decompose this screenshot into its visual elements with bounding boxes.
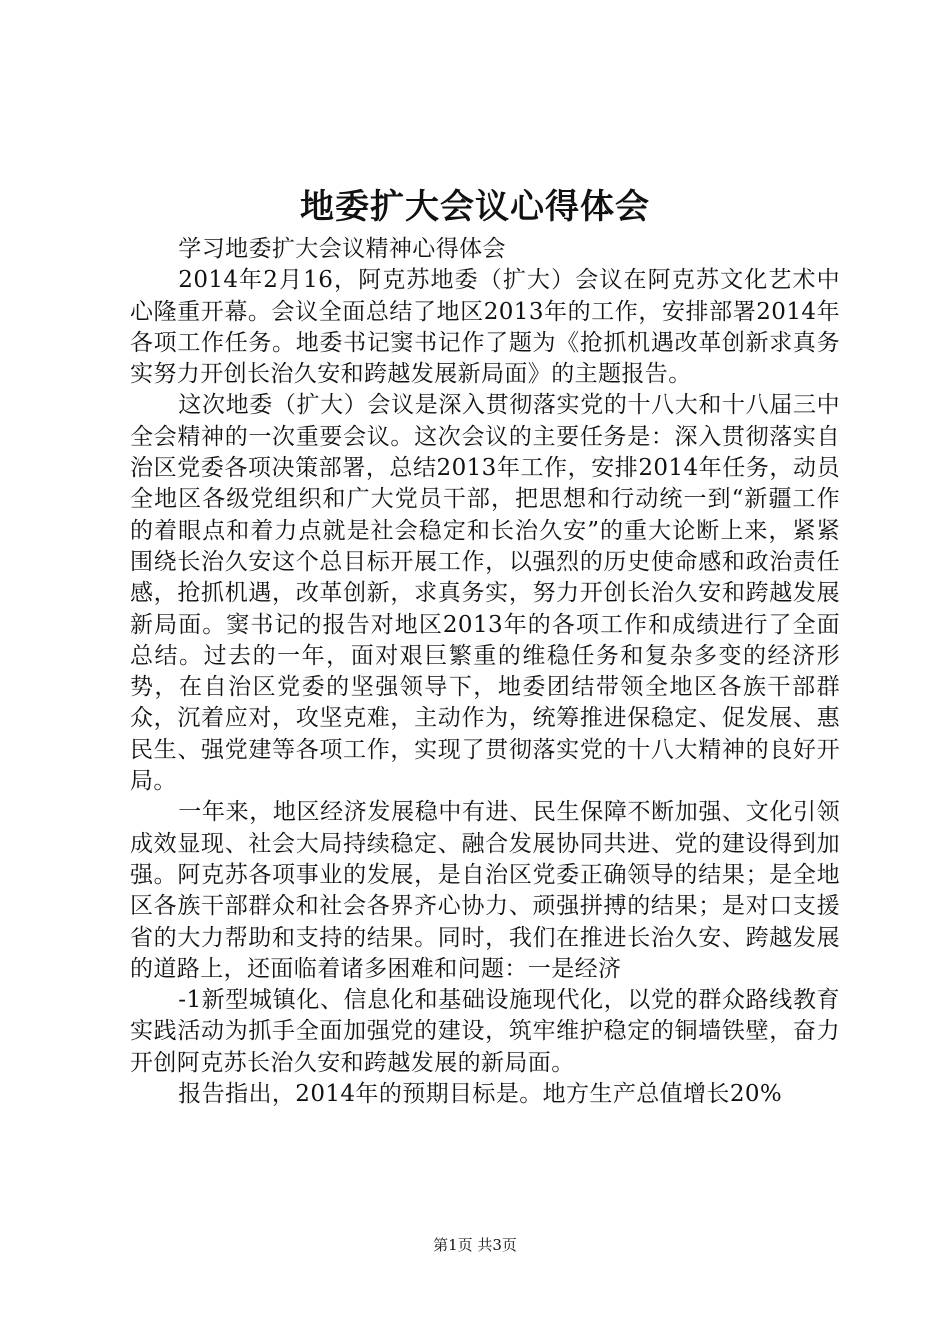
- paragraph-4: -1新型城镇化、信息化和基础设施现代化，以党的群众路线教育实践活动为抓手全面加强党的建设，筑牢维护稳定的铜墙铁壁，奋力开创阿克苏长治久安和跨越发展的新局面。: [130, 987, 840, 1076]
- paragraph-1: 2014年2月16，阿克苏地委（扩大）会议在阿克苏文化艺术中心隆重开幕。会议全面总结了地区2013年的工作，安排部署2014年各项工作任务。地委书记窦书记作了题为《抢抓机遇改革创新求真务实努力开创长治久安和跨越发展新局面》的主题报告。: [130, 267, 840, 388]
- document-title: 地委扩大会议心得体会: [300, 187, 650, 227]
- paragraph-5: 报告指出，2014年的预期目标是。地方生产总值增长20%: [178, 1081, 783, 1108]
- page-footer: 第1页 共3页: [433, 1236, 517, 1254]
- document-body: [130, 234, 840, 1110]
- document-subtitle: 学习地委扩大会议精神心得体会: [178, 236, 506, 262]
- paragraph-3: 一年来，地区经济发展稳中有进、民生保障不断加强、文化引领成效显现、社会大局持续稳定、融合发展协同共进、党的建设得到加强。阿克苏各项事业的发展，是自治区党委正确领导的结果；是全地区各族干部群众和社会各界齐心协力、顽强拼搏的结果；是对口支援省的大力帮助和支持的结果。同时，我们在推进长治久安、跨越发展的道路上，还面临着诸多困难和问题：一是经济: [130, 799, 840, 982]
- paragraph-2: 这次地委（扩大）会议是深入贯彻落实党的十八大和十八届三中全会精神的一次重要会议。这次会议的主要任务是：深入贯彻落实自治区党委各项决策部署，总结2013年工作，安排2014年任务，动员全地区各级党组织和广大党员干部，把思想和行动统一到“新疆工作的着眼点和着力点就是社会稳定和长治久安”的重大论断上来，紧紧围绕长治久安这个总目标开展工作，以强烈的历史使命感和政治责任感，抢抓机遇，改革创新，求真务实，努力开创长治久安和跨越发展新局面。窦书记的报告对地区2013年的各项工作和成绩进行了全面总结。过去的一年，面对艰巨繁重的维稳任务和复杂多变的经济形势，在自治区党委的坚强领导下，地委团结带领全地区各族干部群众，沉着应对，攻坚克难，主动作为，统筹推进保稳定、促发展、惠民生、强党建等各项工作，实现了贯彻落实党的十八大精神的良好开局。: [130, 392, 840, 795]
